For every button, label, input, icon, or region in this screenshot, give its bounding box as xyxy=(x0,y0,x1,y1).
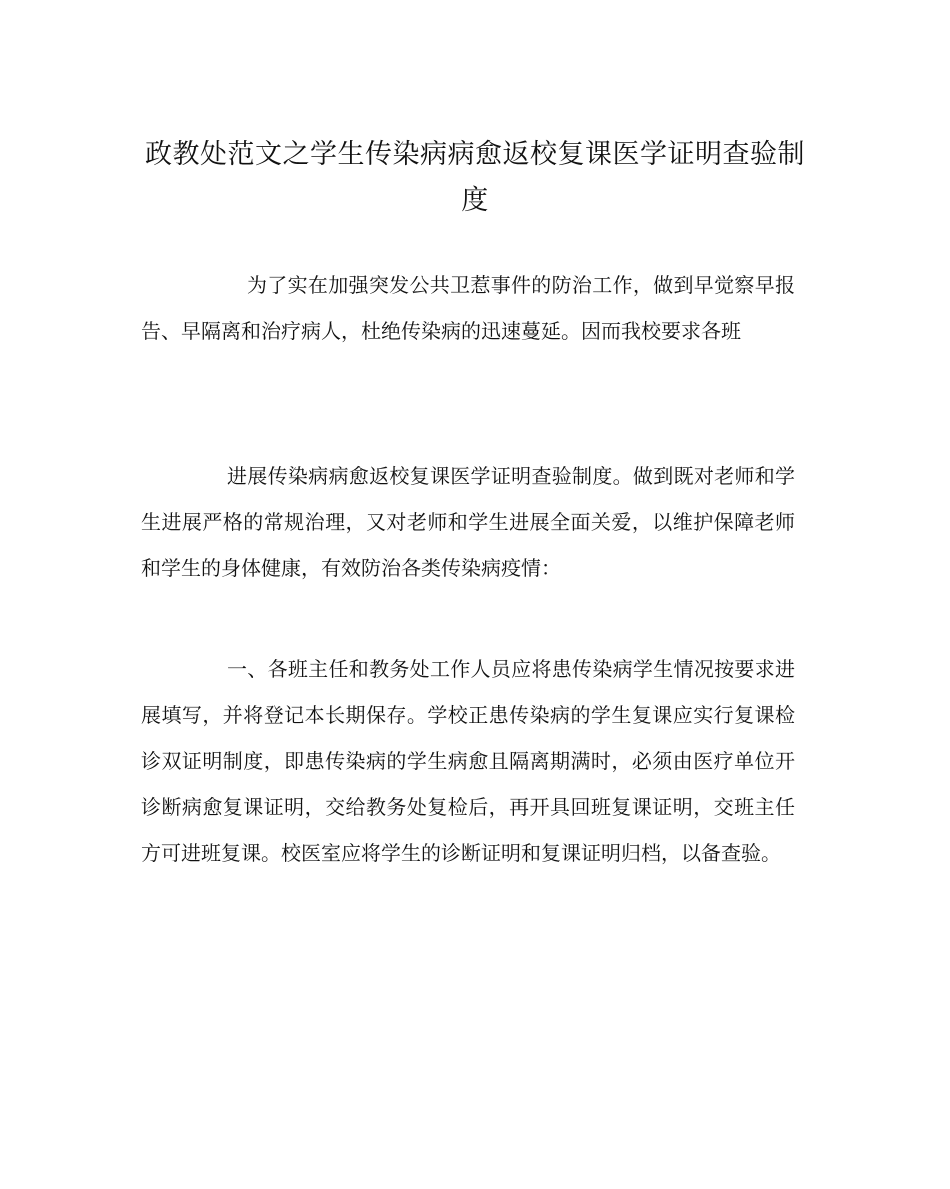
paragraph-rule-one: 一、各班主任和教务处工作人员应将患传染病学生情况按要求进展填写，并将登记本长期保存。学校正患传染病的学生复课应实行复课检诊双证明制度，即患传染病的学生病愈且隔离期满时，必须由医疗单位开诊断病愈复课证明，交给教务处复检后，再开具回班复课证明，交班主任方可进班复课。校医室应将学生的诊断证明和复课证明归档，以备查验。 xyxy=(141,657,795,865)
document-title: 政教处范文之学生传染病病愈返校复课医学证明查验制度 xyxy=(145,139,805,216)
paragraph-system: 进展传染病病愈返校复课医学证明查验制度。做到既对老师和学生进展严格的常规治理，又对老师和学生进展全面关爱，以维护保障老师和学生的身体健康，有效防治各类传染病疫情： xyxy=(141,464,795,580)
paragraph-intro: 为了实在加强突发公共卫惹事件的防治工作，做到早觉察早报告、早隔离和治疗病人，杜绝传染病的迅速蔓延。因而我校要求各班 xyxy=(141,273,795,343)
